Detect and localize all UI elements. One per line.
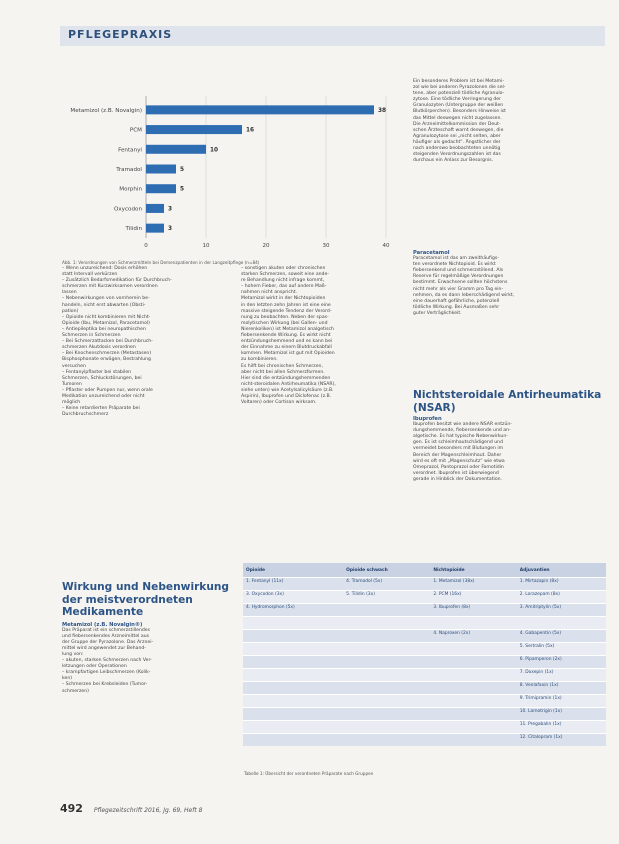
data-label: 5: [180, 167, 185, 173]
text-line: gen. Es ist schleimhautschädigend und: [413, 440, 503, 446]
table-cell: 5. Sertralin (5x): [517, 643, 606, 656]
table-cell: [430, 643, 516, 656]
text-line: pation): [62, 308, 79, 314]
table-header-cell: Opioide: [243, 563, 343, 578]
text-line: Aspirin), Ibuprofen und Diclofenac (z.B.: [241, 393, 332, 399]
page-footer: [60, 802, 202, 815]
table-cell: [430, 617, 516, 630]
text-line: lassen: [62, 290, 77, 296]
metamizol-text: [62, 628, 230, 695]
table-cell: [343, 604, 430, 617]
text-line: dungshemmende, fiebersenkende und an-: [413, 428, 511, 434]
table-cell: 1. Metamizol (38x): [430, 578, 516, 591]
subheading-ibuprofen: Ibuprofen: [413, 416, 442, 422]
text-line: – Antiepileptika bei neuropathischen: [62, 326, 146, 332]
table-cell: [343, 708, 430, 721]
data-label: 3: [168, 206, 173, 213]
table-cell: 4. Naproxen (2x): [430, 630, 516, 643]
text-line: gerade in Hinblick der Dokumentation.: [413, 476, 503, 482]
table-cell: [430, 721, 516, 734]
text-line: verordnet. Ibuprofen ist überwiegend: [413, 470, 499, 476]
text-line: Blutkörperchen). Besonders Hinweise ist: [413, 109, 506, 115]
text-line: wird es oft mit „Magenschutz“ wie etwa: [413, 458, 505, 464]
bar: [146, 204, 164, 213]
data-label: 5: [180, 186, 185, 193]
text-line: Granulozyten (Untergruppe der weißen: [413, 103, 504, 109]
paracetamol-text: [413, 256, 606, 317]
x-tick-label: 20: [262, 243, 270, 249]
text-line: Agranulozytose sei „nicht selten, aber: [413, 133, 501, 139]
table-cell: [430, 708, 516, 721]
table-header-row: [243, 563, 606, 578]
text-line: – Nebenwirkungen von vornherein be-: [62, 296, 150, 302]
data-label: 10: [210, 147, 219, 154]
category-label: PCM: [129, 127, 142, 134]
table-cell: [343, 669, 430, 682]
text-line: nicht-steroidalen Antirheumatika (NSAR),: [241, 381, 336, 387]
table-cell: 3. Amitriptylin (5x): [517, 604, 606, 617]
text-line: steigenden Verordnungszahlen ist das: [413, 152, 501, 158]
publication-source: Pflegezeitschrift 2016, Jg. 69, Heft 8: [93, 807, 203, 814]
table-cell: [430, 656, 516, 669]
text-line: – Opioide nicht kombinieren mit Nicht-: [62, 314, 151, 320]
text-line: – Bei Knochenschmerzen (Metastasen): [62, 351, 152, 357]
table-row: [243, 578, 606, 591]
page-header-title: PFLEGEPRAXIS: [68, 28, 173, 41]
text-line: tödliche Wirkung. Bei Ausmaßen sehr: [413, 304, 500, 310]
table-cell: [243, 708, 343, 721]
text-line: aber nicht bei allen Schmerzformen.: [241, 369, 325, 375]
x-tick-label: 40: [382, 243, 390, 249]
table-row: [243, 721, 606, 734]
table-cell: 1. Mirtazapin (8x): [517, 578, 606, 591]
text-line: schen Ärzteschaft warnt deswegen, die: [413, 127, 504, 133]
text-line: statt Intervall verkürzen: [62, 272, 118, 278]
text-line: schmerzen Akutdosis verordnen: [62, 345, 136, 351]
text-line: handeln, nicht erst abwarten (Obsti-: [62, 302, 146, 308]
category-label: Metamizol (z.B. Novalgin): [70, 107, 142, 114]
text-line: – Wenn unzureichend: Dosis erhöhen: [62, 266, 148, 271]
text-line: zu kombinieren.: [241, 357, 278, 363]
table-cell: 6. Pipamperon (2x): [517, 656, 606, 669]
text-line: Schmerzen in Schmerzen: [62, 333, 121, 339]
text-line: zol wie bei anderen Pyrazolonen die sel-: [413, 85, 506, 91]
text-line: – Schmerzen bei Krebsleiden (Tumor-: [62, 682, 148, 688]
text-line: Voltaren) oder Cortison wirksam.: [241, 400, 317, 406]
text-line: Ibuprofen besitzt wie andere NSAR entzün-: [413, 422, 512, 428]
text-line: nahmen nicht anspricht.: [241, 290, 298, 296]
text-line: – Keine retardierten Präparate bei: [62, 406, 140, 412]
subheading-metamizol: Metamizol (z.B. Novalgin®): [62, 621, 143, 628]
text-line: – akuten, starken Schmerzen nach Ver-: [62, 658, 152, 664]
table-cell: [343, 643, 430, 656]
table-cell: 7. Doxepin (1x): [517, 669, 606, 682]
text-line: ken): [62, 676, 73, 682]
text-line: Metamizol wirkt in der Nichtopioiden: [241, 296, 326, 302]
text-line: algetische. Es hat typische Nebenwirkun-: [413, 434, 508, 440]
table-body: [243, 578, 606, 747]
text-line: in den letzten zehn Jahren ist eine eine: [241, 302, 331, 308]
text-line: nach anderswo beobachteten unnötig: [413, 146, 501, 152]
table-cell: [243, 630, 343, 643]
text-line: mittel wird angewendet zur Behand-: [62, 645, 146, 651]
text-line: nehmen, da es dann leberschädigend wirkt,: [413, 292, 515, 298]
table-cell: [243, 721, 343, 734]
text-line: Paracetamol ist das am zweithäufigs-: [413, 256, 499, 262]
table-row: [243, 669, 606, 682]
text-line: re Behandlung nicht infrage kommt,: [241, 278, 325, 284]
table-cell: [343, 656, 430, 669]
text-line: Ein besonderes Problem ist bei Metami-: [413, 79, 505, 84]
text-line: – Zusätzlich Bedarfsmedikation für Durchbruch-: [62, 278, 172, 284]
category-label: Morphin: [119, 186, 142, 193]
text-line: Schmerzen, Schluckstörungen, bei: [62, 375, 142, 381]
text-line: guter Verträglichkeit.: [413, 310, 462, 316]
data-label: 3: [168, 226, 173, 233]
table-cell: [243, 669, 343, 682]
table-cell: 4. Hydromorphon (5x): [243, 604, 343, 617]
text-line: Medikation unzureichend oder nicht: [62, 393, 145, 399]
table-cell: 4. Tramadol (5x): [343, 578, 430, 591]
table-cell: [343, 617, 430, 630]
section-heading-nsar: Nichtsteroidale Antirheumatika (NSAR): [413, 389, 602, 414]
table-cell: [430, 695, 516, 708]
text-line: – hohem Fieber, das auf andere Maß-: [241, 284, 327, 290]
table-cell: [343, 721, 430, 734]
text-line: – krampfartigen Leibschmerzen (Kolik-: [62, 670, 151, 676]
table-cell: [343, 630, 430, 643]
text-line: das Mittel deswegen nicht zugelassen.: [413, 115, 502, 121]
text-line: – sonstigen akuten oder chronischen: [241, 266, 326, 271]
table-row: [243, 695, 606, 708]
text-line: zytose. Eine tödliche Verringerung der: [413, 97, 502, 103]
bar-chart: [60, 72, 400, 260]
text-line: durchaus ein Anlass zur Besorgnis.: [413, 158, 494, 164]
table-row: [243, 604, 606, 617]
text-line: fiebersenkend und schmerzstillend. Als: [413, 268, 504, 274]
table-cell: 8. Venlafaxin (1x): [517, 682, 606, 695]
section-heading-wirkung: Wirkung und Nebenwirkung der meistverordneten Medikamente: [62, 581, 230, 618]
bar-chart-svg: [60, 72, 400, 260]
table-cell: 9. Trimipramin (1x): [517, 695, 606, 708]
table-cell: [243, 617, 343, 630]
ibuprofen-text: [413, 422, 606, 483]
text-line: Durchbruchschmerz: [62, 412, 109, 418]
text-line: Die Arzneimittelkommission der Deut-: [413, 121, 501, 127]
table-cell: [517, 617, 606, 630]
text-line: letzungen oder Operationen: [62, 664, 127, 670]
table-caption: Tabelle 1: Übersicht der verordneten Präparate nach Gruppen: [244, 771, 374, 776]
table-cell: [243, 643, 343, 656]
table-cell: [243, 734, 343, 747]
text-line: Opioide (Ibu, Metamizol, Paracetamol): [62, 320, 150, 326]
table-cell: 3. Oxycodon (3x): [243, 591, 343, 604]
text-line: häufiger als gedacht“. Ängstlicher der: [413, 139, 501, 145]
data-label: 16: [246, 127, 255, 134]
bar: [146, 165, 176, 174]
table-cell: 2. PCM (16x): [430, 591, 516, 604]
table-row: [243, 591, 606, 604]
page-number: 492: [60, 802, 83, 815]
table-cell: 2. Lorazepam (8x): [517, 591, 606, 604]
table-cell: [343, 734, 430, 747]
bar: [146, 184, 176, 193]
table-header-cell: Opioide schwach: [343, 563, 430, 578]
text-line: – Bei Schmerzattacken bei Durchbruch-: [62, 339, 153, 345]
text-line: Omeprazol, Pantoprazol oder Famotidin: [413, 464, 504, 470]
text-line: der Gruppe der Pyrazolone. Das Arznei-: [62, 639, 154, 645]
table-cell: 3. Ibuprofen (8x): [430, 604, 516, 617]
text-line: siehe unten) wie Acetylsalicylsäure (z.B.: [241, 387, 334, 393]
text-line: nicht mehr als vier Gramm pro Tag ein-: [413, 286, 504, 292]
table-row: [243, 708, 606, 721]
column-1: [62, 266, 230, 418]
text-line: fiebersenkende Wirkung. Es wirkt nicht: [241, 333, 331, 339]
text-line: – Fentanylpflaster bei stabilen: [62, 369, 132, 375]
text-line: bestimmt. Erwachsene sollten höchstens: [413, 280, 508, 286]
text-line: – Pflaster oder Pumpen nur, wenn orale: [62, 387, 153, 393]
table-cell: [343, 695, 430, 708]
text-line: Reserve für regelmäßige Verordnungen: [413, 274, 504, 280]
data-label: 38: [378, 107, 387, 114]
bar: [146, 125, 242, 134]
table-header-cell: Adjuvantien: [517, 563, 606, 578]
category-label: Fentanyl: [118, 147, 142, 154]
table-cell: 5. Tilidin (3x): [343, 591, 430, 604]
table-cell: [430, 734, 516, 747]
text-line: vermeidet besonders mit Blutungen im: [413, 446, 504, 452]
text-line: Das Präparat ist ein schmerzstillendes: [62, 627, 151, 633]
table-cell: [430, 682, 516, 695]
text-line: Nierenkoliken) ist Metamizol analgetisch: [241, 326, 334, 332]
table-row: [243, 643, 606, 656]
table-row: [243, 617, 606, 630]
text-line: schmerzen): [62, 688, 89, 694]
category-label: Tilidin: [125, 226, 142, 233]
subheading-paracetamol: Paracetamol: [413, 250, 450, 256]
table-cell: 4. Gabapentin (5x): [517, 630, 606, 643]
text-line: eine dauerhaft gefährliche, potenziell: [413, 298, 500, 304]
column-3-nsar: [413, 389, 606, 483]
text-line: Bereich der Magenschleimhaut. Daher: [413, 452, 502, 458]
text-line: der Einnahme zu einem Blutdruckabfall: [241, 345, 332, 351]
bar: [146, 105, 374, 114]
table-row: [243, 630, 606, 643]
text-line: kommen. Metamizol ist gut mit Opioiden: [241, 351, 335, 357]
category-label: Oxycodon: [113, 206, 142, 213]
x-tick-label: 0: [144, 243, 148, 249]
table-cell: 1. Fentanyl (11x): [243, 578, 343, 591]
text-line: Hier sind die entzündungshemmenden: [241, 375, 331, 381]
table-row: [243, 734, 606, 747]
text-line: möglich: [62, 400, 81, 406]
text-line: Tumoren: [62, 381, 82, 387]
text-line: Es hilft bei chronischen Schmerzen,: [241, 363, 323, 369]
table-header-cell: Nichtopioide: [430, 563, 516, 578]
bar: [146, 145, 206, 154]
text-line: tene, aber potenziell tödliche Agranulo-: [413, 91, 505, 97]
table-cell: 11. Pregabalin (1x): [517, 721, 606, 734]
table-cell: 10. Lamotrigin (1x): [517, 708, 606, 721]
text-line: ten verordnete Nichtopioid. Es wirkt: [413, 262, 496, 268]
text-line: nung zu beobachten. Neben der spas-: [241, 314, 329, 320]
x-tick-label: 10: [202, 243, 210, 249]
table-cell: 12. Citalopram (1x): [517, 734, 606, 747]
column-2: [241, 266, 406, 406]
text-line: molytischen Wirkung (bei Gallen- und: [241, 320, 328, 326]
table-cell: [430, 669, 516, 682]
chart-caption: Abb. 1: Verordnungen von Schmerzmitteln bei Demenzpatienten in der Langzeitpflege (n=84): [62, 260, 260, 265]
text-line: Bisphosphonate erwägen, Bestrahlung: [62, 357, 151, 363]
text-line: entzündungshemmend und es kann bei: [241, 339, 333, 345]
bar: [146, 224, 164, 233]
table-cell: [343, 682, 430, 695]
table-cell: [243, 682, 343, 695]
table-row: [243, 656, 606, 669]
column-3-paracetamol: [413, 250, 606, 317]
column-1-section: [62, 581, 230, 695]
table-cell: [243, 656, 343, 669]
text-line: massive steigende Tendenz der Verord-: [241, 308, 332, 314]
text-line: starken Schmerzen, soweit eine ande-: [241, 272, 329, 278]
text-line: versuchen: [62, 363, 86, 369]
x-tick-label: 30: [322, 243, 330, 249]
category-label: Tramadol: [116, 167, 142, 173]
table-row: [243, 682, 606, 695]
column-3: [413, 79, 606, 164]
text-line: und fiebersenkendes Arzneimittel aus: [62, 633, 150, 639]
medication-table: [243, 563, 606, 746]
text-line: schmerzen mit Kurzwirksamen verordnen: [62, 284, 158, 290]
text-line: lung von:: [62, 651, 84, 657]
table-cell: [243, 695, 343, 708]
